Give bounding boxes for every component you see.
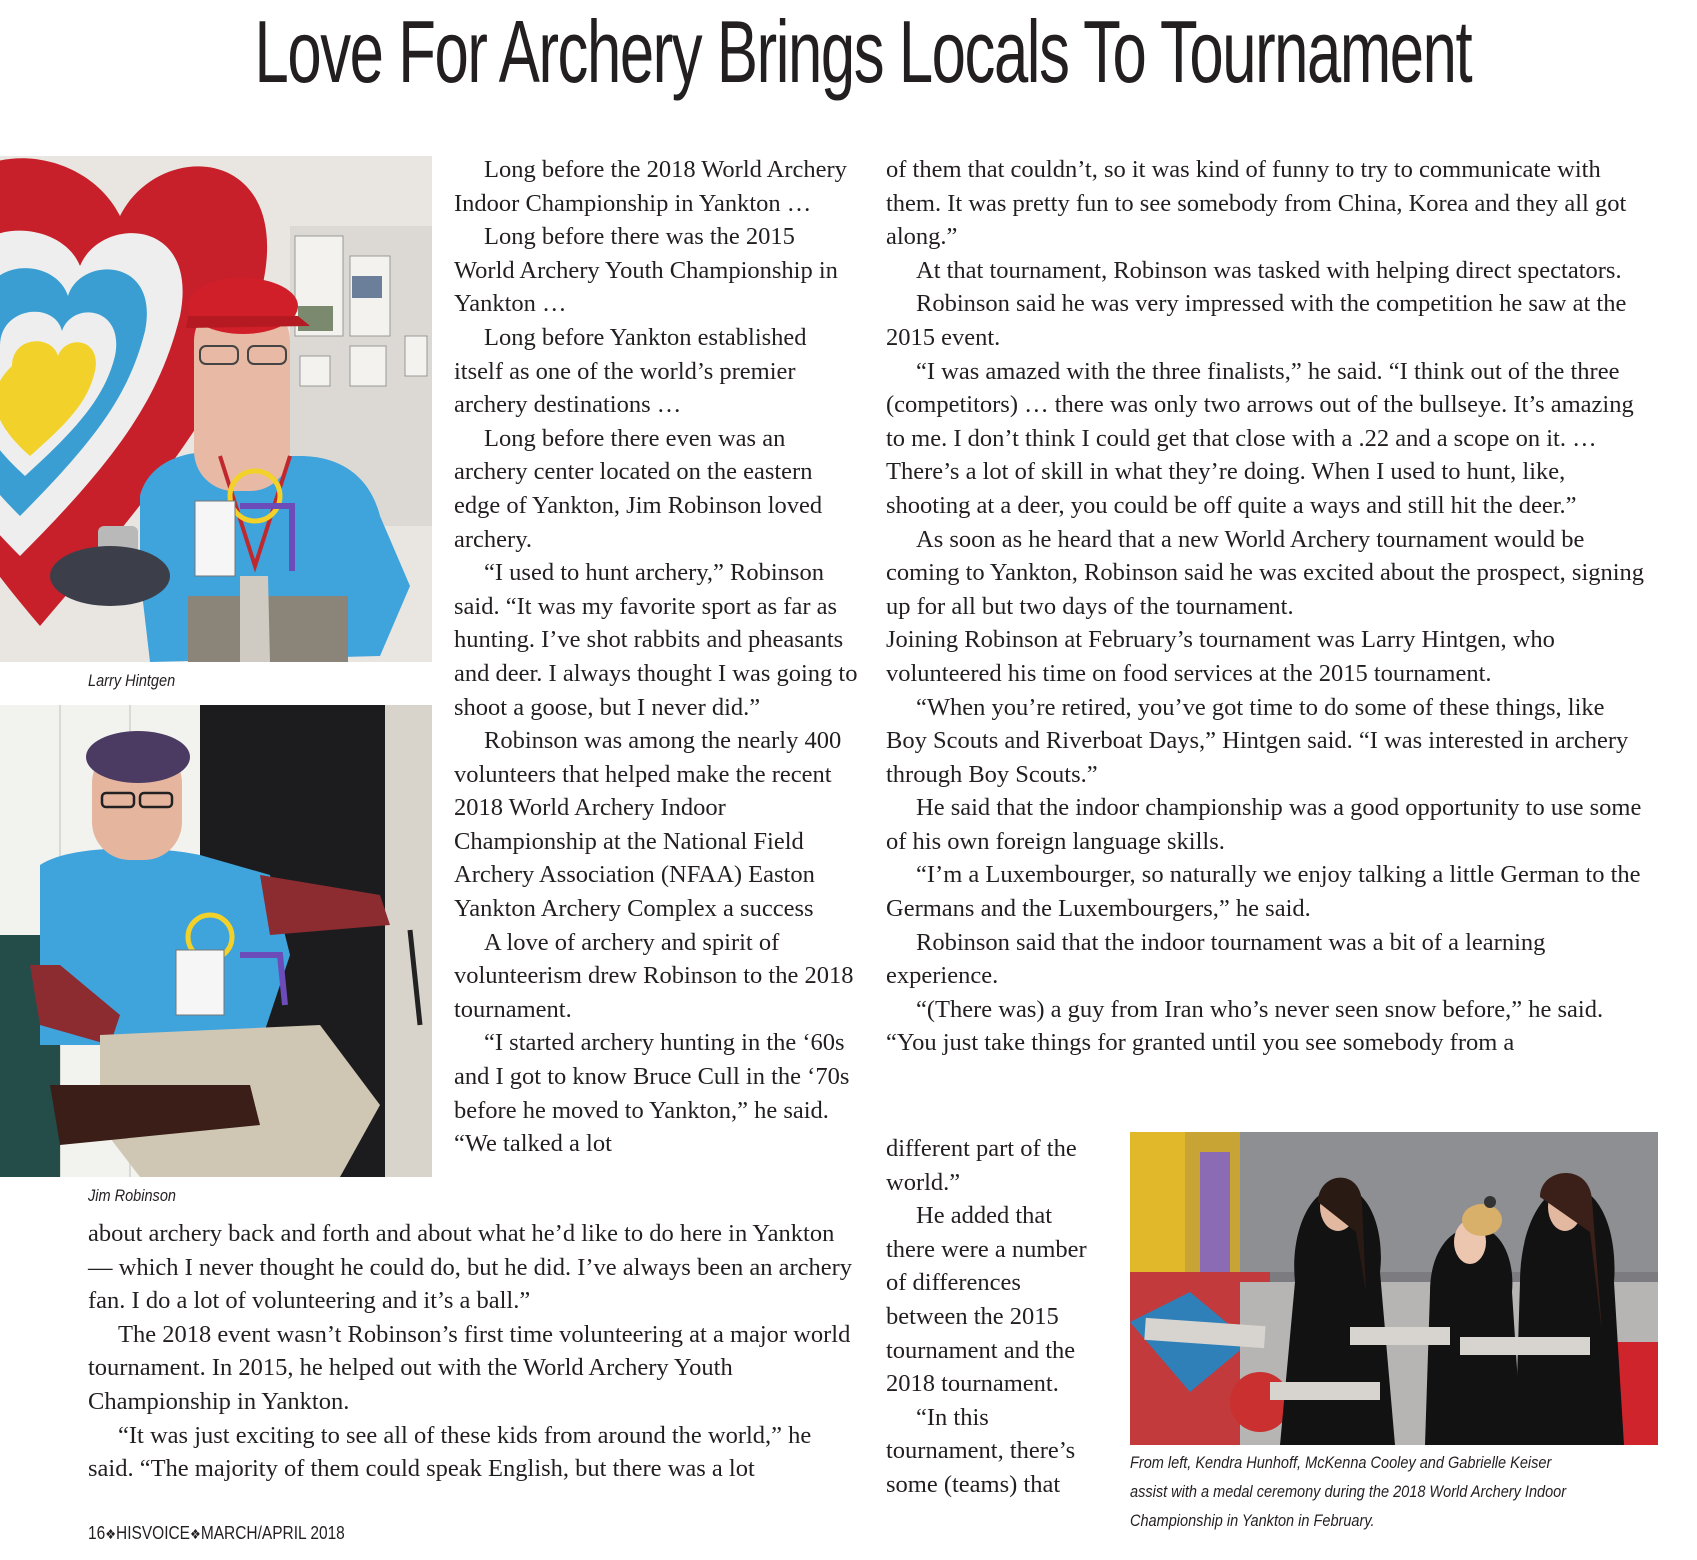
paragraph: Long before the 2018 World Archery Indoor Championship in Yankton … [454, 156, 847, 217]
caption-larry-hintgen: Larry Hintgen [88, 672, 176, 690]
photo-medal-ceremony-image [1130, 1132, 1658, 1445]
caption-line: Championship in Yankton in February. [1130, 1512, 1375, 1530]
paragraph: “(There was) a guy from Iran who’s never seen snow before,” he said. “You just take things for granted until you see somebody from a [886, 995, 1604, 1057]
paragraph: At that tournament, Robinson was tasked with helping direct spectators. [916, 256, 1622, 284]
photo-larry-hintgen [0, 156, 432, 662]
caption-line: assist with a medal ceremony during the 2018 World Archery Indoor [1130, 1483, 1567, 1501]
page-folio [88, 1523, 345, 1544]
paragraph: different part of the world.” [886, 1135, 1077, 1196]
paragraph: Joining Robinson at February’s tournament was Larry Hintgen, who volunteered his time on food services at the 2015 tournament. [886, 626, 1555, 687]
article-column-2 [88, 1217, 860, 1486]
paragraph: Long before there even was an archery center located on the eastern edge of Yankton, Jim Robinson loved archery. [454, 424, 823, 553]
caption-medal-ceremony [1130, 1449, 1566, 1536]
article-column-3 [886, 153, 1651, 1060]
photo-jim-robinson-image [0, 705, 432, 1177]
diamond-separator-icon: ❖ [190, 1526, 201, 1542]
publication-name: HISVOICE [116, 1523, 191, 1543]
article-column-4 [886, 1132, 1106, 1502]
paragraph: Long before there was the 2015 World Archery Youth Championship in Yankton … [454, 223, 838, 318]
paragraph: As soon as he heard that a new World Archery tournament would be coming to Yankton, Robinson said he was excited about the prospect, signing up for all but two days of the tournament. [886, 525, 1645, 620]
photo-jim-robinson [0, 705, 432, 1177]
paragraph: “I was amazed with the three finalists,” he said. “I think out of the three (competitors) … there was only two arrows out of the bullseye. It’s amazing to me. I don’t think I could get that close with a .22 and a scope on it. … There’s a lot of skill in what they’re doing. When I used to hunt, like, shooting at a deer, you could be off quite a ways and still hit the deer.” [886, 357, 1634, 519]
paragraph: about archery back and forth and about what he’d like to do here in Yankton — which I never thought he could do, but he did. I’ve always been an archery fan. I do a lot of volunteering and it’s a ball.” [88, 1220, 853, 1315]
photo-medal-ceremony [1130, 1132, 1658, 1445]
page-number: 16 [88, 1523, 106, 1543]
issue-date: MARCH/APRIL 2018 [200, 1523, 345, 1543]
headline: Love For Archery Brings Locals To Tournament [254, 2, 1472, 101]
paragraph: “I’m a Luxembourger, so naturally we enjoy talking a little German to the Germans and the Luxembourgers,” he said. [886, 861, 1641, 923]
paragraph: “I started archery hunting in the ‘60s and I got to know Bruce Cull in the ‘70s before he moved to Yankton,” he said. “We talked a lot [454, 1029, 850, 1158]
paragraph: “When you’re retired, you’ve got time to do some of these things, like Boy Scouts and Riverboat Days,” Hintgen said. “I was interested in archery through Boy Scouts.” [886, 693, 1629, 788]
paragraph: “It was just exciting to see all of these kids from around the world,” he said. “The majority of them could speak English, but there was a lot [88, 1421, 812, 1483]
paragraph: Long before Yankton established itself as one of the world’s premier archery destinations … [454, 323, 807, 419]
paragraph: Robinson said that the indoor tournament was a bit of a learning experience. [886, 928, 1546, 990]
paragraph: He added that there were a number of differences between the 2015 tournament and the 2018 tournament. [886, 1202, 1087, 1398]
paragraph: “In this tournament, there’s some (teams) that [886, 1403, 1076, 1498]
paragraph: A love of archery and spirit of volunteerism drew Robinson to the 2018 tournament. [454, 928, 854, 1023]
photo-larry-hintgen-image [0, 156, 432, 662]
paragraph: Robinson said he was very impressed with the competition he saw at the 2015 event. [886, 290, 1627, 351]
diamond-separator-icon: ❖ [105, 1526, 117, 1542]
paragraph: The 2018 event wasn’t Robinson’s first time volunteering at a major world tournament. In 2015, he helped out with the World Archery Youth Championship in Yankton. [88, 1320, 851, 1415]
article-column-1 [454, 153, 860, 1161]
paragraph: He said that the indoor championship was a good opportunity to use some of his own foreign language skills. [886, 794, 1642, 855]
caption-line: From left, Kendra Hunhoff, McKenna Cooley and Gabrielle Keiser [1130, 1454, 1552, 1472]
caption-jim-robinson: Jim Robinson [88, 1187, 176, 1205]
paragraph: Robinson was among the nearly 400 volunteers that helped make the recent 2018 World Archery Indoor Championship at the National Field Archery Association (NFAA) Easton Yankton Archery Complex a success [454, 727, 842, 923]
paragraph: of them that couldn’t, so it was kind of funny to try to communicate with them. It was pretty fun to see somebody from China, Korea and they all got along.” [886, 156, 1627, 251]
paragraph: “I used to hunt archery,” Robinson said. “It was my favorite sport as far as hunting. I’ve shot rabbits and pheasants and deer. I always thought I was going to shoot a goose, but I never did.” [454, 559, 858, 721]
